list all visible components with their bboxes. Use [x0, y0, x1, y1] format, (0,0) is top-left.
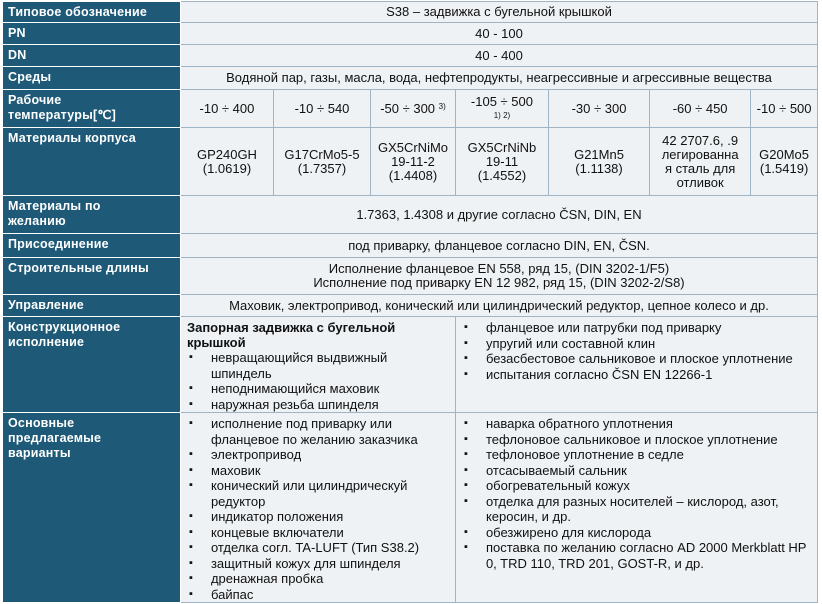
list-item-text: отделка согл. TA-LUFT (Тип S38.2) [210, 540, 420, 555]
list-item [187, 540, 451, 556]
list-item-text: маховик [210, 462, 261, 478]
list-item-text: исполнение под приварку или фланцевое по желанию заказчика [210, 416, 418, 447]
label-dn: DN [3, 45, 181, 67]
label-type: Типовое обозначение [3, 2, 181, 23]
value-lengths: Исполнение фланцевое EN 558, ряд 15, (DIN 3202-1/F5) Исполнение под приварку EN 12 982, ряд 15, (DIN 3202-2/S8) [180, 258, 817, 295]
list-item [187, 447, 451, 463]
list-item-text: индикатор положения [210, 509, 344, 524]
list-item-text: конический или цилиндрическуй редуктор [210, 478, 408, 509]
bullet-icon: ▪ [188, 525, 193, 538]
bullet-icon: ▪ [463, 541, 468, 553]
design-right [455, 317, 817, 413]
temp-footnote: 1) 2) [493, 110, 511, 120]
list-item [462, 447, 813, 463]
label-temperature-line2: температуры[℃] [8, 108, 116, 122]
list-item-text: фланцевое или патрубки под приварку [485, 320, 722, 335]
list-item [187, 416, 451, 447]
list-item [462, 463, 813, 479]
list-item [462, 432, 813, 448]
bullet-icon: ▪ [188, 417, 193, 429]
specification-table [2, 1, 818, 603]
row-pn [3, 23, 818, 45]
list-item [462, 320, 813, 336]
list-item-text: байпас [210, 586, 254, 602]
value-control: Маховик, электропривод, конический или цилиндрический редуктор, цепное колесо и др. [180, 295, 817, 317]
design-left [180, 317, 455, 413]
variants-left-list [185, 416, 451, 602]
label-media: Среды [3, 67, 181, 90]
material-cell: G21Mn5 (1.1138) [548, 128, 649, 196]
list-item [462, 540, 813, 571]
label-temperature-line1: Рабочие [8, 93, 62, 107]
label-optional-materials: Материалы по желанию [3, 196, 181, 234]
material-cell: GX5CrNiMo 19-11-2 (1.4408) [371, 128, 456, 196]
list-item-text: дренажная пробка [210, 571, 324, 586]
bullet-icon: ▪ [188, 397, 193, 410]
temp-cell: -60 ÷ 450 [650, 90, 751, 128]
temp-footnote: 3) [438, 101, 446, 111]
row-temperature [3, 90, 818, 128]
label-design: Конструкционное исполнение [3, 317, 181, 413]
list-item-text: упругий или составной клин [485, 335, 656, 351]
variants-right-list [460, 416, 813, 571]
bullet-icon: ▪ [188, 556, 193, 569]
temp-cell: -105 ÷ 500 1) 2) [455, 90, 548, 128]
list-item-text: отделка для разных носителей – кислород, азот, керосин, и др. [485, 493, 779, 524]
bullet-icon: ▪ [188, 479, 193, 491]
list-item [187, 463, 451, 479]
value-dn: 40 - 400 [180, 45, 817, 67]
bullet-icon: ▪ [188, 351, 193, 363]
list-item [462, 478, 813, 494]
list-item [187, 350, 451, 381]
row-dn [3, 45, 818, 67]
list-item [462, 525, 813, 541]
row-type [3, 2, 818, 23]
list-item [187, 509, 451, 525]
row-body-materials [3, 128, 818, 196]
bullet-icon: ▪ [463, 417, 468, 429]
variants-right [455, 413, 817, 603]
temp-cell: -10 ÷ 500 [751, 90, 818, 128]
material-cell: GX5CrNiNb 19-11 (1.4552) [455, 128, 548, 196]
bullet-icon: ▪ [463, 494, 468, 507]
list-item [462, 494, 813, 525]
list-item [187, 571, 451, 587]
bullet-icon: ▪ [463, 336, 468, 349]
list-item-text: невращающийся выдвижный шпиндель [210, 350, 388, 381]
list-item-text: обогревательный кожух [485, 478, 630, 493]
list-item-text: поставка по желанию согласно AD 2000 Merkblatt HP 0, TRD 110, TRD 201, GOST-R, и др. [485, 540, 807, 571]
list-item [462, 367, 813, 383]
row-variants [3, 413, 818, 603]
list-item [187, 397, 451, 413]
label-variants: Основные предлагаемые варианты [3, 413, 181, 603]
row-control [3, 295, 818, 317]
label-pn: PN [3, 23, 181, 45]
temp-cell: -10 ÷ 540 [273, 90, 370, 128]
temp-cell: -10 ÷ 400 [180, 90, 273, 128]
list-item-text: электропривод [210, 447, 302, 462]
list-item [187, 556, 451, 572]
label-lengths: Строительные длины [3, 258, 181, 295]
bullet-icon: ▪ [188, 587, 193, 600]
value-media: Водяной пар, газы, масла, вода, нефтепродукты, неагрессивные и агрессивные вещества [180, 67, 817, 90]
label-temperature [3, 90, 181, 128]
list-item-text: обезжирено для кислорода [485, 524, 652, 540]
bullet-icon: ▪ [188, 510, 193, 522]
list-item [187, 381, 451, 397]
bullet-icon: ▪ [188, 541, 193, 553]
bullet-icon: ▪ [188, 382, 193, 394]
list-item-text: концевые включатели [210, 524, 344, 540]
bullet-icon: ▪ [463, 432, 468, 445]
material-cell: G20Mo5 (1.5419) [751, 128, 818, 196]
row-lengths [3, 258, 818, 295]
bullet-icon: ▪ [188, 463, 193, 476]
list-item [187, 525, 451, 541]
list-item-text: испытания согласно ČSN EN 12266-1 [485, 366, 713, 382]
bullet-icon: ▪ [463, 352, 468, 364]
value-type: S38 – задвижка с бугельной крышкой [180, 2, 817, 23]
design-left-list [185, 350, 451, 412]
design-right-list [460, 320, 813, 382]
list-item-text: защитный кожух для шпинделя [210, 555, 401, 571]
list-item [462, 336, 813, 352]
design-title: Запорная задвижка с бугельной крышкой [186, 320, 396, 350]
list-item [462, 416, 813, 432]
value-pn: 40 - 100 [180, 23, 817, 45]
bullet-icon: ▪ [188, 448, 193, 460]
bullet-icon: ▪ [188, 572, 193, 584]
list-item [187, 478, 451, 509]
bullet-icon: ▪ [463, 367, 468, 380]
list-item-text: наварка обратного уплотнения [485, 416, 673, 431]
bullet-icon: ▪ [463, 448, 468, 460]
list-item-text: наружная резьба шпинделя [210, 396, 379, 412]
bullet-icon: ▪ [463, 479, 468, 491]
bullet-icon: ▪ [463, 321, 468, 333]
label-body-materials: Материалы корпуса [3, 128, 181, 196]
material-cell: 42 2707.6, .9 легированна я сталь для отливок [650, 128, 751, 196]
bullet-icon: ▪ [463, 525, 468, 538]
value-optional-materials: 1.7363, 1.4308 и другие согласно ČSN, DIN, EN [180, 196, 817, 234]
list-item-text: тефлоновое сальниковое и плоское уплотнение [485, 431, 778, 447]
list-item-text: отсасываемый сальник [485, 462, 627, 478]
row-media [3, 67, 818, 90]
list-item [187, 587, 451, 603]
value-connection: под приварку, фланцевое согласно DIN, EN, ČSN. [180, 234, 817, 258]
material-cell: GP240GH (1.0619) [180, 128, 273, 196]
list-item-text: тефлоновое уплотнение в седле [485, 447, 684, 462]
variants-left [180, 413, 455, 603]
list-item [462, 351, 813, 367]
temp-cell: -50 ÷ 300 $^{3)}$ [371, 90, 456, 128]
bullet-icon: ▪ [463, 463, 468, 476]
label-connection: Присоединение [3, 234, 181, 258]
list-item-text: безасбестовое сальниковое и плоское уплотнение [485, 351, 793, 366]
label-control: Управление [3, 295, 181, 317]
list-item-text: неподнимающийся маховик [210, 381, 380, 396]
row-optional-materials [3, 196, 818, 234]
material-cell: G17CrMo5-5 (1.7357) [273, 128, 370, 196]
row-design [3, 317, 818, 413]
row-connection [3, 234, 818, 258]
temp-cell: -30 ÷ 300 [548, 90, 649, 128]
